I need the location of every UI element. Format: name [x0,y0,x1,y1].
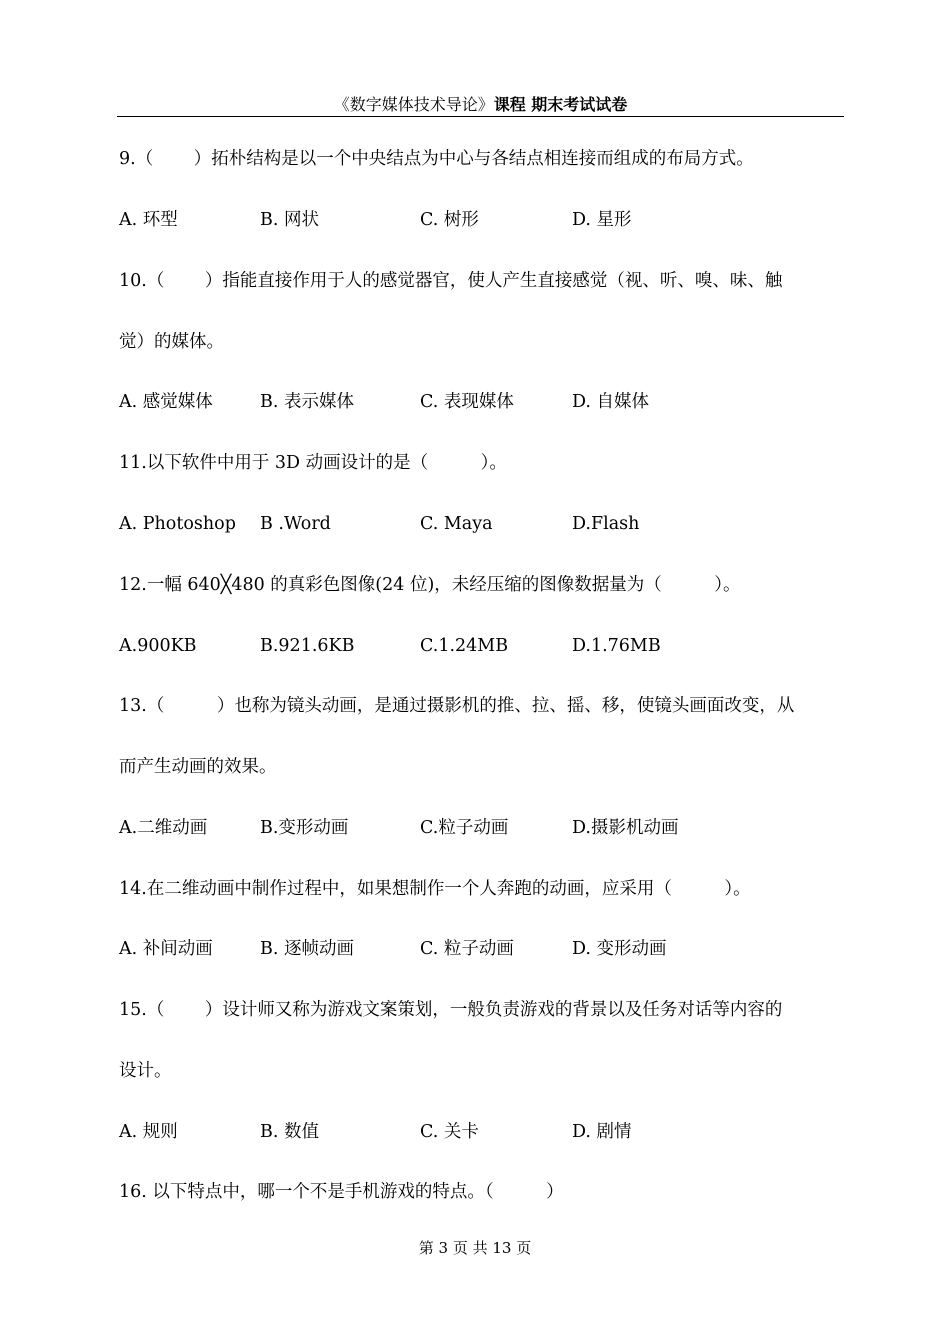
question-10-text: 10.（ ）指能直接作用于人的感觉器官，使人产生直接感觉（视、听、嗅、味、触 [119,271,783,291]
option-a: A.900KB [119,636,197,656]
option-d: D. 星形 [572,210,632,230]
question-10-text: 觉）的媒体。 [119,332,224,352]
question-12-text: 12.一幅 640╳480 的真彩色图像(24 位)，未经压缩的图像数据量为（ ）。 [119,575,741,595]
option-d: D. 剧情 [572,1122,632,1142]
header-rule [117,116,844,117]
question-15-text: 15.（ ）设计师又称为游戏文案策划，一般负责游戏的背景以及任务对话等内容的 [119,1000,783,1020]
question-13-text: 13.（ ）也称为镜头动画，是通过摄影机的推、拉、摇、移，使镜头画面改变，从 [119,696,795,716]
option-c: C.粒子动画 [420,818,509,838]
option-a: A. 环型 [119,210,178,230]
option-b: B. 表示媒体 [260,392,354,412]
exam-title: 课程 期末考试试卷 [493,95,628,114]
option-d: D. 自媒体 [572,392,650,412]
option-d: D. 变形动画 [572,939,667,959]
option-a: A. Photoshop [119,514,236,534]
question-15-text: 设计。 [119,1061,172,1081]
question-13-text: 而产生动画的效果。 [119,757,277,777]
option-c: C. Maya [420,514,493,534]
option-c: C.1.24MB [420,636,509,656]
question-14-text: 14.在二维动画中制作过程中，如果想制作一个人奔跑的动画，应采用（ ）。 [119,879,751,899]
course-title: 《数字媒体技术导论》 [333,95,494,114]
option-b: B.变形动画 [260,818,349,838]
option-c: C. 树形 [420,210,479,230]
option-d: D.摄影机动画 [572,818,679,838]
option-d: D.Flash [572,514,640,534]
option-c: C. 粒子动画 [420,939,514,959]
option-c: C. 关卡 [420,1122,479,1142]
page-footer: 第 3 页 共 13 页 [418,1239,532,1257]
option-b: B. 逐帧动画 [260,939,354,959]
option-a: A. 规则 [119,1122,178,1142]
option-a: A.二维动画 [119,818,208,838]
option-a: A. 补间动画 [119,939,213,959]
option-b: B. 网状 [260,210,319,230]
exam-header [117,95,844,115]
question-9-text: 9.（ ）拓朴结构是以一个中央结点为中心与各结点相连接而组成的布局方式。 [119,149,754,169]
option-a: A. 感觉媒体 [119,392,213,412]
option-b: B.921.6KB [260,636,355,656]
option-b: B. 数值 [260,1122,319,1142]
question-11-text: 11.以下软件中用于 3D 动画设计的是（ ）。 [119,453,507,473]
option-d: D.1.76MB [572,636,661,656]
option-b: B .Word [260,514,331,534]
question-16-text: 16. 以下特点中，哪一个不是手机游戏的特点。（ ） [119,1182,564,1202]
option-c: C. 表现媒体 [420,392,514,412]
